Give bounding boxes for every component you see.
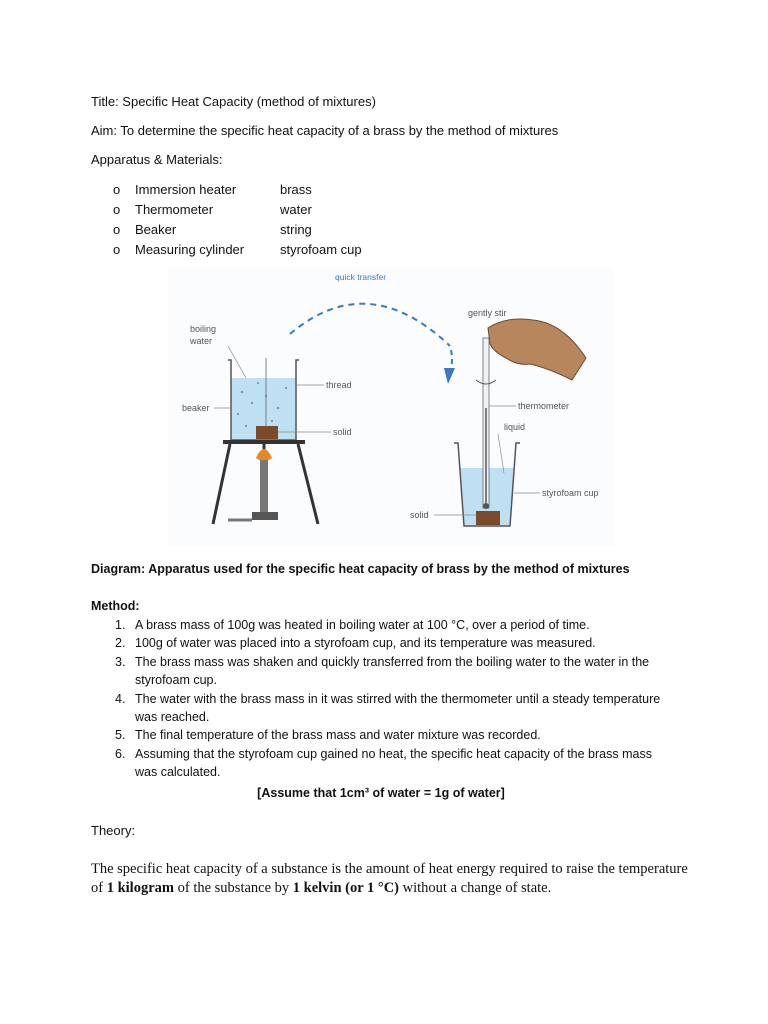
label-styrofoam-cup: styrofoam cup <box>542 488 599 498</box>
step-number: 5. <box>115 728 126 743</box>
theory-emphasis-kilogram: 1 kilogram <box>106 880 174 896</box>
step-text: The water with the brass mass in it was stirred with the thermometer until a steady temperature was reached. <box>135 691 661 725</box>
list-item <box>91 745 671 782</box>
material-item: brass <box>280 182 312 198</box>
list-item <box>113 180 362 200</box>
label-liquid: liquid <box>504 422 526 432</box>
step-number: 2. <box>115 636 126 651</box>
apparatus-heading: Apparatus & Materials: <box>91 152 223 167</box>
bullet-marker: o <box>113 202 121 218</box>
label-gently-stir: gently stir <box>468 308 507 318</box>
step-number: 3. <box>115 654 126 669</box>
list-item <box>91 634 671 652</box>
list-item <box>91 726 671 744</box>
label-solid-left: solid <box>333 427 352 437</box>
apparatus-item: Immersion heater <box>135 182 237 198</box>
apparatus-item: Beaker <box>135 221 177 237</box>
step-text: The brass mass was shaken and quickly transferred from the boiling water to the water in the styrofoam cup. <box>135 654 650 688</box>
theory-emphasis-kelvin: 1 kelvin (or 1 °C) <box>292 880 400 896</box>
bullet-marker: o <box>113 241 121 257</box>
label-solid-right: solid <box>410 510 429 520</box>
list-item <box>91 690 671 727</box>
step-number: 6. <box>115 746 126 761</box>
list-item <box>113 220 362 240</box>
theory-text: The specific heat capacity of a substance is the amount of heat energy required to raise the temperature of <box>91 861 688 896</box>
material-item: styrofoam cup <box>280 241 362 257</box>
label-boiling-1: boiling <box>190 324 217 334</box>
theory-text: without a change of state. <box>399 880 552 896</box>
apparatus-item: Measuring cylinder <box>135 241 245 257</box>
theory-paragraph <box>91 860 691 898</box>
method-list <box>91 616 671 782</box>
brass-solid-right <box>476 511 500 525</box>
list-item <box>91 616 671 634</box>
material-item: string <box>280 221 312 237</box>
theory-text: of the substance by <box>173 880 293 896</box>
step-text: The final temperature of the brass mass and water mixture was recorded. <box>135 728 541 743</box>
assumption-note: [Assume that 1cm³ of water = 1g of water] <box>257 786 505 800</box>
diagram-caption: Diagram: Apparatus used for the specific heat capacity of brass by the method of mixtures <box>91 562 630 576</box>
step-text: 100g of water was placed into a styrofoam cup, and its temperature was measured. <box>135 636 596 651</box>
thermometer <box>483 338 489 509</box>
label-beaker: beaker <box>182 403 210 413</box>
apparatus-item: Thermometer <box>135 202 214 218</box>
material-item: water <box>280 202 312 218</box>
label-boiling-2: water <box>190 336 213 346</box>
aim-text: Aim: To determine the specific heat capacity of a brass by the method of mixtures <box>91 123 559 138</box>
document-title: Title: Specific Heat Capacity (method of mixtures) <box>91 94 376 109</box>
list-item <box>91 653 671 690</box>
apparatus-list <box>113 180 362 259</box>
step-text: Assuming that the styrofoam cup gained no heat, the specific heat capacity of the brass mass was calculated. <box>135 746 652 780</box>
apparatus-diagram <box>168 268 614 546</box>
list-item <box>113 239 362 259</box>
step-text: A brass mass of 100g was heated in boiling water at 100 °C, over a period of time. <box>135 618 590 632</box>
bullet-marker: o <box>113 182 121 198</box>
bullet-marker: o <box>113 221 121 237</box>
step-number: 4. <box>115 691 126 706</box>
theory-heading: Theory: <box>91 823 136 838</box>
label-quick-transfer: quick transfer <box>335 272 387 282</box>
brass-solid-left <box>256 426 278 439</box>
step-number: 1. <box>115 618 126 632</box>
method-heading: Method: <box>91 599 140 613</box>
list-item <box>113 200 362 220</box>
label-thermometer: thermometer <box>518 401 570 411</box>
label-thread: thread <box>326 380 352 390</box>
